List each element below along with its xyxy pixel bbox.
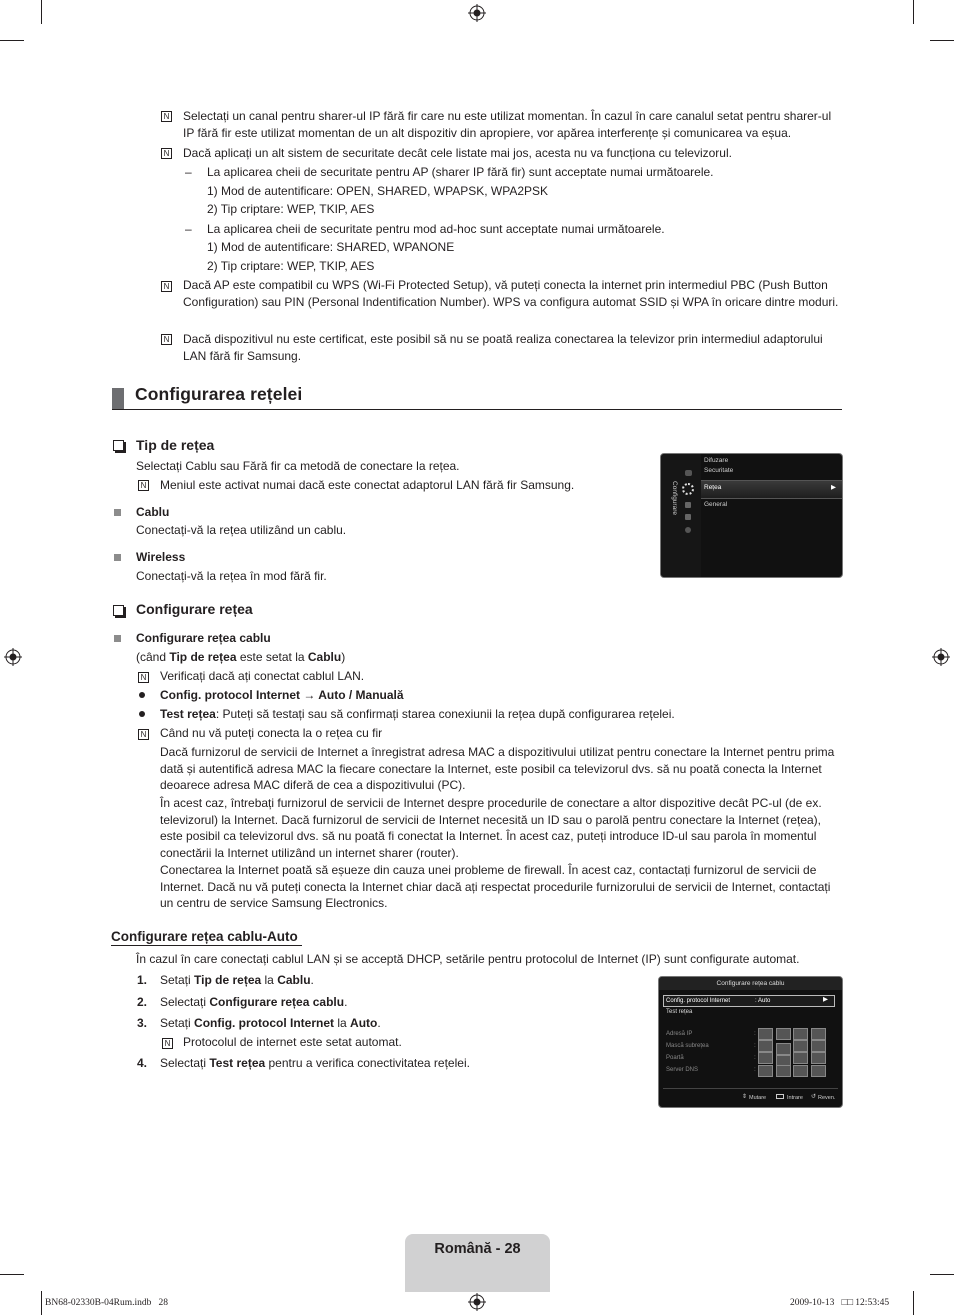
gateway-octet-box — [758, 1052, 773, 1064]
dns-octet-box — [811, 1065, 826, 1077]
tv-input-icon — [685, 470, 692, 476]
step-text: Setați Config. protocol Internet la Auto. — [160, 1016, 381, 1030]
registration-mark-icon — [932, 648, 950, 666]
tv-enter-icon — [776, 1094, 784, 1099]
tv-footer-return: Reven. — [818, 1095, 836, 1101]
ip-octet-box — [811, 1028, 826, 1040]
tv-network-menu-screenshot — [660, 453, 843, 578]
step-number: 4. — [137, 1056, 148, 1070]
config-retea-cablu-title: Configurare rețea cablu — [136, 631, 271, 645]
tv-footer-enter: Intrare — [787, 1095, 803, 1101]
registration-mark-icon — [468, 4, 486, 22]
cablu-desc: Conectați-vă la rețea utilizând un cablu. — [136, 523, 347, 537]
tv-app-icon — [685, 514, 691, 520]
tv-menu-arrow-icon: ▶ — [831, 484, 836, 491]
ip-octet-box — [793, 1028, 808, 1040]
firewall-paragraph: Conectarea la Internet poată să eșueze din cauza unei probleme de firewall. În acest caz, contactați furnizorul de servicii de Internet. Dacă nu vă puteți conecta la Internet chiar dacă ați respectat procedurile furnizorului de servicii de Internet, contactați un centru de service Samsung Electronics. — [160, 863, 831, 910]
checkbox-bullet-icon — [113, 440, 124, 451]
mask-octet-box — [811, 1040, 826, 1052]
tv-support-icon — [685, 502, 691, 508]
registration-mark-icon — [4, 648, 22, 666]
note-icon — [138, 480, 149, 491]
tv-cfg-title: Configurare rețea cablu — [716, 980, 785, 987]
bullet-ip-config: Config. protocol Internet → Auto / Manuală — [160, 688, 404, 702]
tv-move-icon: ⇕ — [742, 1094, 748, 1100]
mask-octet-box — [776, 1043, 791, 1055]
mask-octet-box — [793, 1040, 808, 1052]
security-adhoc-auth: 1) Mod de autentificare: SHARED, WPANONE — [207, 240, 455, 254]
tv-menu-item[interactable]: Difuzare — [704, 457, 729, 464]
tv-cfg-field-label: Adresă IP — [666, 1031, 693, 1037]
auto-heading-underline — [111, 945, 302, 946]
tv-cfg-field-label: Mască subrețea — [666, 1043, 709, 1049]
tv-return-icon: ↺ — [811, 1094, 817, 1100]
tv-cable-config-screenshot — [658, 976, 843, 1108]
tv-menu-left-panel — [661, 454, 701, 577]
tip-retea-heading: Tip de rețea — [136, 437, 215, 453]
tv-menu-item-selected[interactable]: Rețea — [704, 484, 722, 491]
isp-paragraph: În acest caz, întrebați furnizorul de servicii de Internet despre procedurile de conectare a altor dispozitive decât PC-ul (de ex. televizorul) la Internet. Dacă furnizorul de servicii de Internet necesită un ID sau o parolă pentru conectare la Internet (rețea), este posibil ca televizorul dvs. să nu poată fi conectat la Internet. În acest caz, puteți introduce ID-ul sau parola în momentul conectării la Internet utilizând un internet sharer (router). — [160, 796, 822, 860]
footer-file-name: BN68-02330B-04Rum.indb 28 — [45, 1298, 168, 1308]
mask-octet-box — [758, 1040, 773, 1052]
auto-note: Protocolul de internet este setat automat. — [183, 1035, 402, 1049]
note-icon — [161, 334, 172, 345]
crop-mark — [930, 40, 954, 41]
step-text: Selectați Test rețea pentru a verifica conectivitatea rețelei. — [160, 1056, 470, 1070]
tv-menu-item[interactable]: General — [704, 501, 728, 508]
verify-cable-note: Verificați dacă ați conectat cablul LAN. — [160, 669, 365, 683]
section-underline — [112, 409, 842, 410]
step-number: 1. — [137, 973, 148, 987]
tv-cfg-colon: : — [754, 1054, 756, 1061]
ip-octet-box — [758, 1028, 773, 1040]
crop-mark — [913, 0, 914, 24]
square-bullet-icon — [114, 635, 121, 642]
dash-icon: – — [185, 165, 192, 179]
security-adhoc-text: La aplicarea cheii de securitate pentru mod ad-hoc sunt acceptate numai următoarele. — [207, 222, 665, 236]
cablu-title: Cablu — [136, 505, 170, 519]
mac-paragraph: Dacă furnizorul de servicii de Internet a înregistrat adresa MAC a dispozitivului utilizat pentru conectare la Internet pentru prima dată și autentifică adresa MAC la fiecare conectare la Internet, este posibil ca televizorul dvs. să nu poată conecta la Internet deoarece adresa MAC diferă de cea a dispozitivului (PC). — [160, 745, 835, 792]
note-icon — [161, 148, 172, 159]
step-text: Selectați Configurare rețea cablu. — [160, 995, 348, 1009]
footer-timestamp: 2009-10-13 □□ 12:53:45 — [790, 1298, 890, 1308]
tv-footer-move: Mutare — [749, 1095, 767, 1101]
note-icon — [161, 111, 172, 122]
auto-heading: Configurare rețea cablu-Auto — [111, 929, 298, 944]
step-number: 3. — [137, 1016, 148, 1030]
gateway-octet-box — [793, 1052, 808, 1064]
checkbox-bullet-icon — [113, 605, 124, 616]
tv-cfg-colon: : — [754, 1066, 756, 1073]
note-icon — [161, 281, 172, 292]
dns-octet-box — [758, 1065, 773, 1077]
cannot-connect-note: Când nu vă puteți conecta la o rețea cu fir — [160, 726, 383, 740]
note-icon — [138, 729, 149, 740]
note-text: Dacă aplicați un alt sistem de securitate decât cele listate mai jos, acesta nu va funcționa cu televizorul. — [183, 146, 732, 160]
crop-mark — [913, 1291, 914, 1315]
auto-intro: În cazul în care conectați cablul LAN și se acceptă DHCP, setările pentru protocolul de Internet (IP) sunt configurate automat. — [136, 952, 800, 966]
note-text: Dacă dispozitivul nu este certificat, este posibil să nu se poată realiza conectarea la televizor prin intermediul adaptorului LAN fără fir Samsung. — [183, 332, 823, 363]
step-text: Setați Tip de rețea la Cablu. — [160, 973, 314, 987]
config-when-text: (când Tip de rețea este setat la Cablu) — [136, 650, 346, 664]
bullet-test-network: Test rețea: Puteți să testați sau să confirmați starea conexiunii la rețea după configurarea rețelei. — [160, 707, 675, 721]
tv-menu-side-label: Configurare — [671, 481, 678, 515]
crop-mark — [0, 40, 24, 41]
square-bullet-icon — [114, 509, 121, 516]
step-number: 2. — [137, 995, 148, 1009]
tv-cfg-footer-line — [663, 1088, 838, 1089]
tv-cfg-row-value: : Auto — [755, 998, 771, 1004]
tv-cfg-row-label[interactable]: Config. protocol Internet — [666, 998, 731, 1004]
tv-cfg-field-label: Poartă — [666, 1055, 684, 1061]
square-bullet-icon — [114, 554, 121, 561]
crop-mark — [0, 1274, 24, 1275]
security-ap-auth: 1) Mod de autentificare: OPEN, SHARED, WPAPSK, WPA2PSK — [207, 184, 549, 198]
dns-octet-box — [793, 1065, 808, 1077]
section-title: Configurarea rețelei — [135, 384, 303, 404]
note-text: Dacă AP este compatibil cu WPS (Wi-Fi Protected Setup), vă puteți conecta la internet prin intermediul PBC (Push Button Configuration) sau PIN (Personal Indentification Number). WPS va configura automat SSID și WPA în oricare dintre moduri. — [183, 278, 839, 309]
wireless-title: Wireless — [136, 550, 186, 564]
config-retea-heading: Configurare rețea — [136, 601, 253, 617]
tv-gear-icon — [682, 483, 694, 495]
section-marker — [112, 388, 124, 410]
security-ap-cipher: 2) Tip criptare: WEP, TKIP, AES — [207, 202, 375, 216]
tip-retea-desc: Selectați Cablu sau Fără fir ca metodă de conectare la rețea. — [136, 459, 460, 473]
tv-menu-item[interactable]: Securitate — [704, 467, 734, 474]
registration-mark-icon — [468, 1293, 486, 1311]
security-adhoc-cipher: 2) Tip criptare: WEP, TKIP, AES — [207, 259, 375, 273]
tv-menu-selected-row — [701, 480, 842, 499]
dns-octet-box — [776, 1065, 791, 1077]
bullet-dot-icon — [139, 711, 145, 717]
wireless-desc: Conectați-vă la rețea în mod fără fir. — [136, 569, 327, 583]
gateway-octet-box — [811, 1052, 826, 1064]
note-text: Selectați un canal pentru sharer-ul IP fără fir care nu este utilizat momentan. În cazul în care canalul setat pentru sharer-ul IP fără fir este utilizat momentan de un alt dispozitiv din apropiere, vor apărea interferențe și comunicarea va eșua. — [183, 109, 832, 140]
note-icon — [162, 1038, 173, 1049]
crop-mark — [930, 1274, 954, 1275]
tv-cfg-field-label: Server DNS — [666, 1067, 699, 1073]
ip-octet-box — [776, 1028, 791, 1040]
tv-cfg-row-label[interactable]: Test rețea — [666, 1009, 693, 1015]
tip-retea-note: Meniul este activat numai dacă este conectat adaptorul LAN fără fir Samsung. — [160, 478, 575, 492]
crop-mark — [41, 1291, 42, 1315]
crop-mark — [41, 0, 42, 24]
page-number: Română - 28 — [434, 1241, 521, 1257]
dash-icon: – — [185, 222, 192, 236]
bullet-dot-icon — [139, 692, 145, 698]
security-ap-text: La aplicarea cheii de securitate pentru AP (sharer IP fără fir) sunt acceptate numai următoarele. — [207, 165, 714, 179]
note-icon — [138, 672, 149, 683]
tv-help-icon — [685, 527, 691, 533]
tv-cfg-colon: : — [754, 1042, 756, 1049]
tv-cfg-arrow-icon: ▶ — [823, 996, 828, 1003]
tv-cfg-colon: : — [754, 1030, 756, 1037]
